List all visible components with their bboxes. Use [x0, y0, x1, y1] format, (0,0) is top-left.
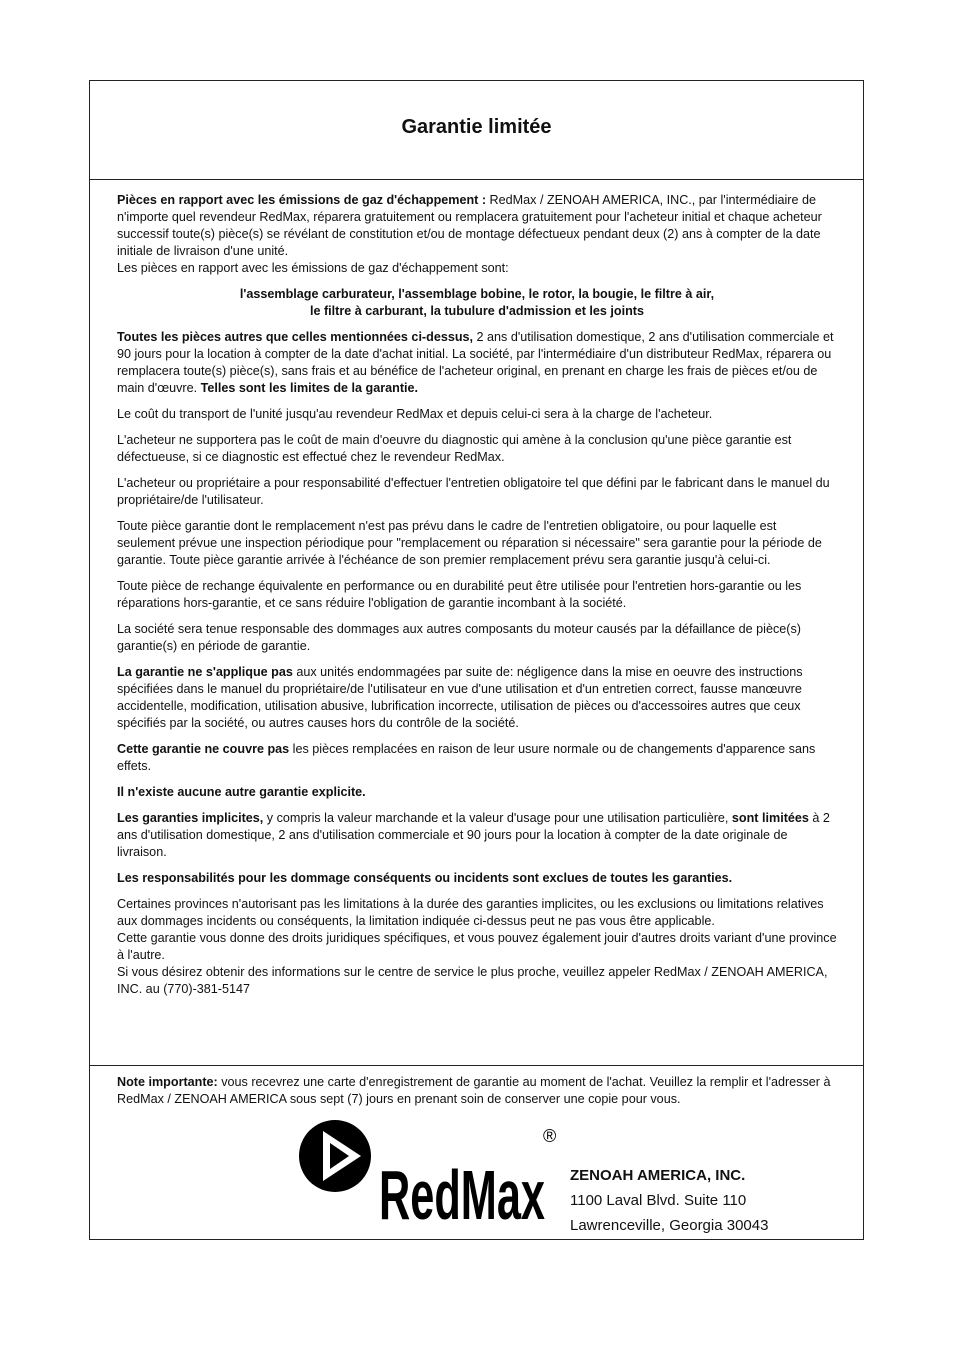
equivalent-parts-paragraph: Toute pièce de rechange équivalente en performance ou en durabilité peut être utilisée pour l'entretien hors-garantie ou les réparations hors-garantie, et ce sans réduire l'obligation de garantie incombant à la société. [117, 579, 802, 610]
consequential-damages-paragraph [117, 870, 837, 887]
provinces-paragraph [117, 896, 837, 998]
implied-warranty-text: y compris la valeur marchande et la valeur d'usage pour une utilisation particulière, [263, 811, 732, 825]
company-name: ZENOAH AMERICA, INC. [570, 1167, 746, 1184]
other-parts-paragraph [117, 329, 837, 397]
street-address: 1100 Laval Blvd. Suite 110 [570, 1192, 747, 1209]
title-box [90, 81, 863, 180]
implied-warranty-paragraph [117, 810, 837, 861]
redmax-logo-text: RedMax [379, 1156, 546, 1221]
replacement-paragraph: Toute pièce garantie dont le remplacement n'est pas prévu dans le cadre de l'entretien obligatoire, ou pour laquelle est seulement prévue une inspection périodique pour "remplacement ou réparation si nécessaire" sera garantie pour la période de garantie. Toute pièce garantie arrivée à l'échéance de son premier remplacement prévu sera garantie jusqu'à celui-ci. [117, 519, 822, 567]
provinces-line1: Certaines provinces n'autorisant pas les limitations à la durée des garanties implicites, ou les exclusions ou limitations relatives aux dommages incidents ou conséquents, la limitation indiquée ci-dessus peut ne pas vous être applicable. [117, 897, 824, 928]
company-address [570, 1163, 768, 1238]
other-parts-tail: Telles sont les limites de la garantie. [200, 381, 419, 395]
implied-warranty-lead: Les garanties implicites, [117, 811, 264, 825]
emission-parts-paragraph [117, 192, 837, 277]
exclusions-paragraph [117, 664, 837, 732]
emission-parts-lead: Pièces en rapport avec les émissions de gaz d'échappement : [117, 193, 487, 207]
implied-warranty-tail: à 2 ans d'utilisation domestique, 2 ans d'utilisation commerciale et 90 jours pour la location à compter de la date originale de livraison. [117, 811, 830, 859]
emission-parts-text: RedMax / ZENOAH AMERICA, INC., par l'intermédiaire de n'importe quel revendeur RedMax, réparera gratuitement ou remplacera gratuitement pour l'acheteur initial et chaque acheteur successif toute(s) pièce(s) se révélant de constitution et/ou de montage défectueux pendant deux (2) ans à compter de la date initiale de livraison d'une unité. [117, 193, 822, 258]
redmax-logo [297, 1116, 559, 1221]
section-divider [90, 1065, 863, 1066]
emission-parts-list-line1: l'assemblage carburateur, l'assemblage bobine, le rotor, la bougie, le filtre à air, [239, 287, 715, 301]
diagnostic-paragraph: L'acheteur ne supportera pas le coût de main d'oeuvre du diagnostic qui amène à la conclusion qu'une pièce garantie est défectueuse, si ce diagnostic est effectué chez le revendeur RedMax. [117, 433, 792, 464]
maintenance-paragraph: L'acheteur ou propriétaire a pour responsabilité d'effectuer l'entretien obligatoire tel que défini par le fabricant dans le manuel du propriétaire/de l'utilisateur. [117, 476, 830, 507]
important-note [117, 1074, 837, 1108]
wear-lead: Cette garantie ne couvre pas [117, 742, 290, 756]
no-other-warranty-text: Il n'existe aucune autre garantie explicite. [117, 785, 366, 799]
consequential-damages-text: Les responsabilités pour les dommage conséquents ou incidents sont exclues de toutes les garanties. [117, 871, 733, 885]
city-address: Lawrenceville, Georgia 30043 [570, 1217, 769, 1234]
emission-parts-list-line2: le filtre à carburant, la tubulure d'admission et les joints [309, 304, 644, 318]
important-note-text: vous recevrez une carte d'enregistrement de garantie au moment de l'achat. Veuillez la remplir et l'adresser à RedMax / ZENOAH AMERICA sous sept (7) jours en prenant soin de conserver une copie pour vous. [117, 1075, 831, 1106]
important-note-lead: Note importante: [117, 1075, 218, 1089]
no-other-warranty-paragraph [117, 784, 837, 801]
provinces-line3: Si vous désirez obtenir des informations sur le centre de service le plus proche, veuillez appeler RedMax / ZENOAH AMERICA, INC. au (770)-381-5147 [117, 965, 828, 996]
implied-warranty-bold: sont limitées [731, 811, 809, 825]
exclusions-text: aux unités endommagées par suite de: négligence dans la mise en oeuvre des instructions spécifiées dans le manuel du propriétaire/de l'utilisateur en vue d'une utilisation et d'un entretien correct, fausse manœuvre accidentelle, modification, utilisation abusive, lubrification incorrecte, utilisation de pièces ou d'accessoires autres que ceux spécifiés par la société, ou autres causes hors du contrôle de la société. [117, 665, 803, 730]
responsibility-paragraph: La société sera tenue responsable des dommages aux autres composants du moteur causés par la défaillance de pièce(s) garantie(s) en période de garantie. [117, 622, 801, 653]
other-parts-lead: Toutes les pièces autres que celles mentionnées ci-dessus, [117, 330, 474, 344]
warranty-content [117, 192, 837, 1007]
emission-parts-list-intro: Les pièces en rapport avec les émissions de gaz d'échappement sont: [117, 261, 509, 275]
page-title: Garantie limitée [401, 116, 552, 138]
registered-mark: ® [543, 1126, 557, 1146]
transport-paragraph: Le coût du transport de l'unité jusqu'au revendeur RedMax et depuis celui-ci sera à la charge de l'acheteur. [117, 407, 713, 421]
wear-paragraph [117, 741, 837, 775]
warranty-frame [89, 80, 864, 1240]
wear-text: les pièces remplacées en raison de leur usure normale ou de changements d'apparence sans effets. [117, 742, 816, 773]
provinces-line2: Cette garantie vous donne des droits juridiques spécifiques, et vous pouvez également jouir d'autres droits variant d'une province à l'autre. [117, 931, 837, 962]
other-parts-text: 2 ans d'utilisation domestique, 2 ans d'utilisation commerciale et 90 jours pour la location à compter de la date d'achat initial. La société, par l'intermédiaire d'un distributeur RedMax, réparera ou remplacera toute(s) pièce(s), sans frais et au bénéfice de l'acheteur original, en prenant en charge les frais de pièces et/ou de main d'œuvre. [117, 330, 834, 395]
emission-parts-list [117, 286, 837, 320]
exclusions-lead: La garantie ne s'applique pas [117, 665, 293, 679]
